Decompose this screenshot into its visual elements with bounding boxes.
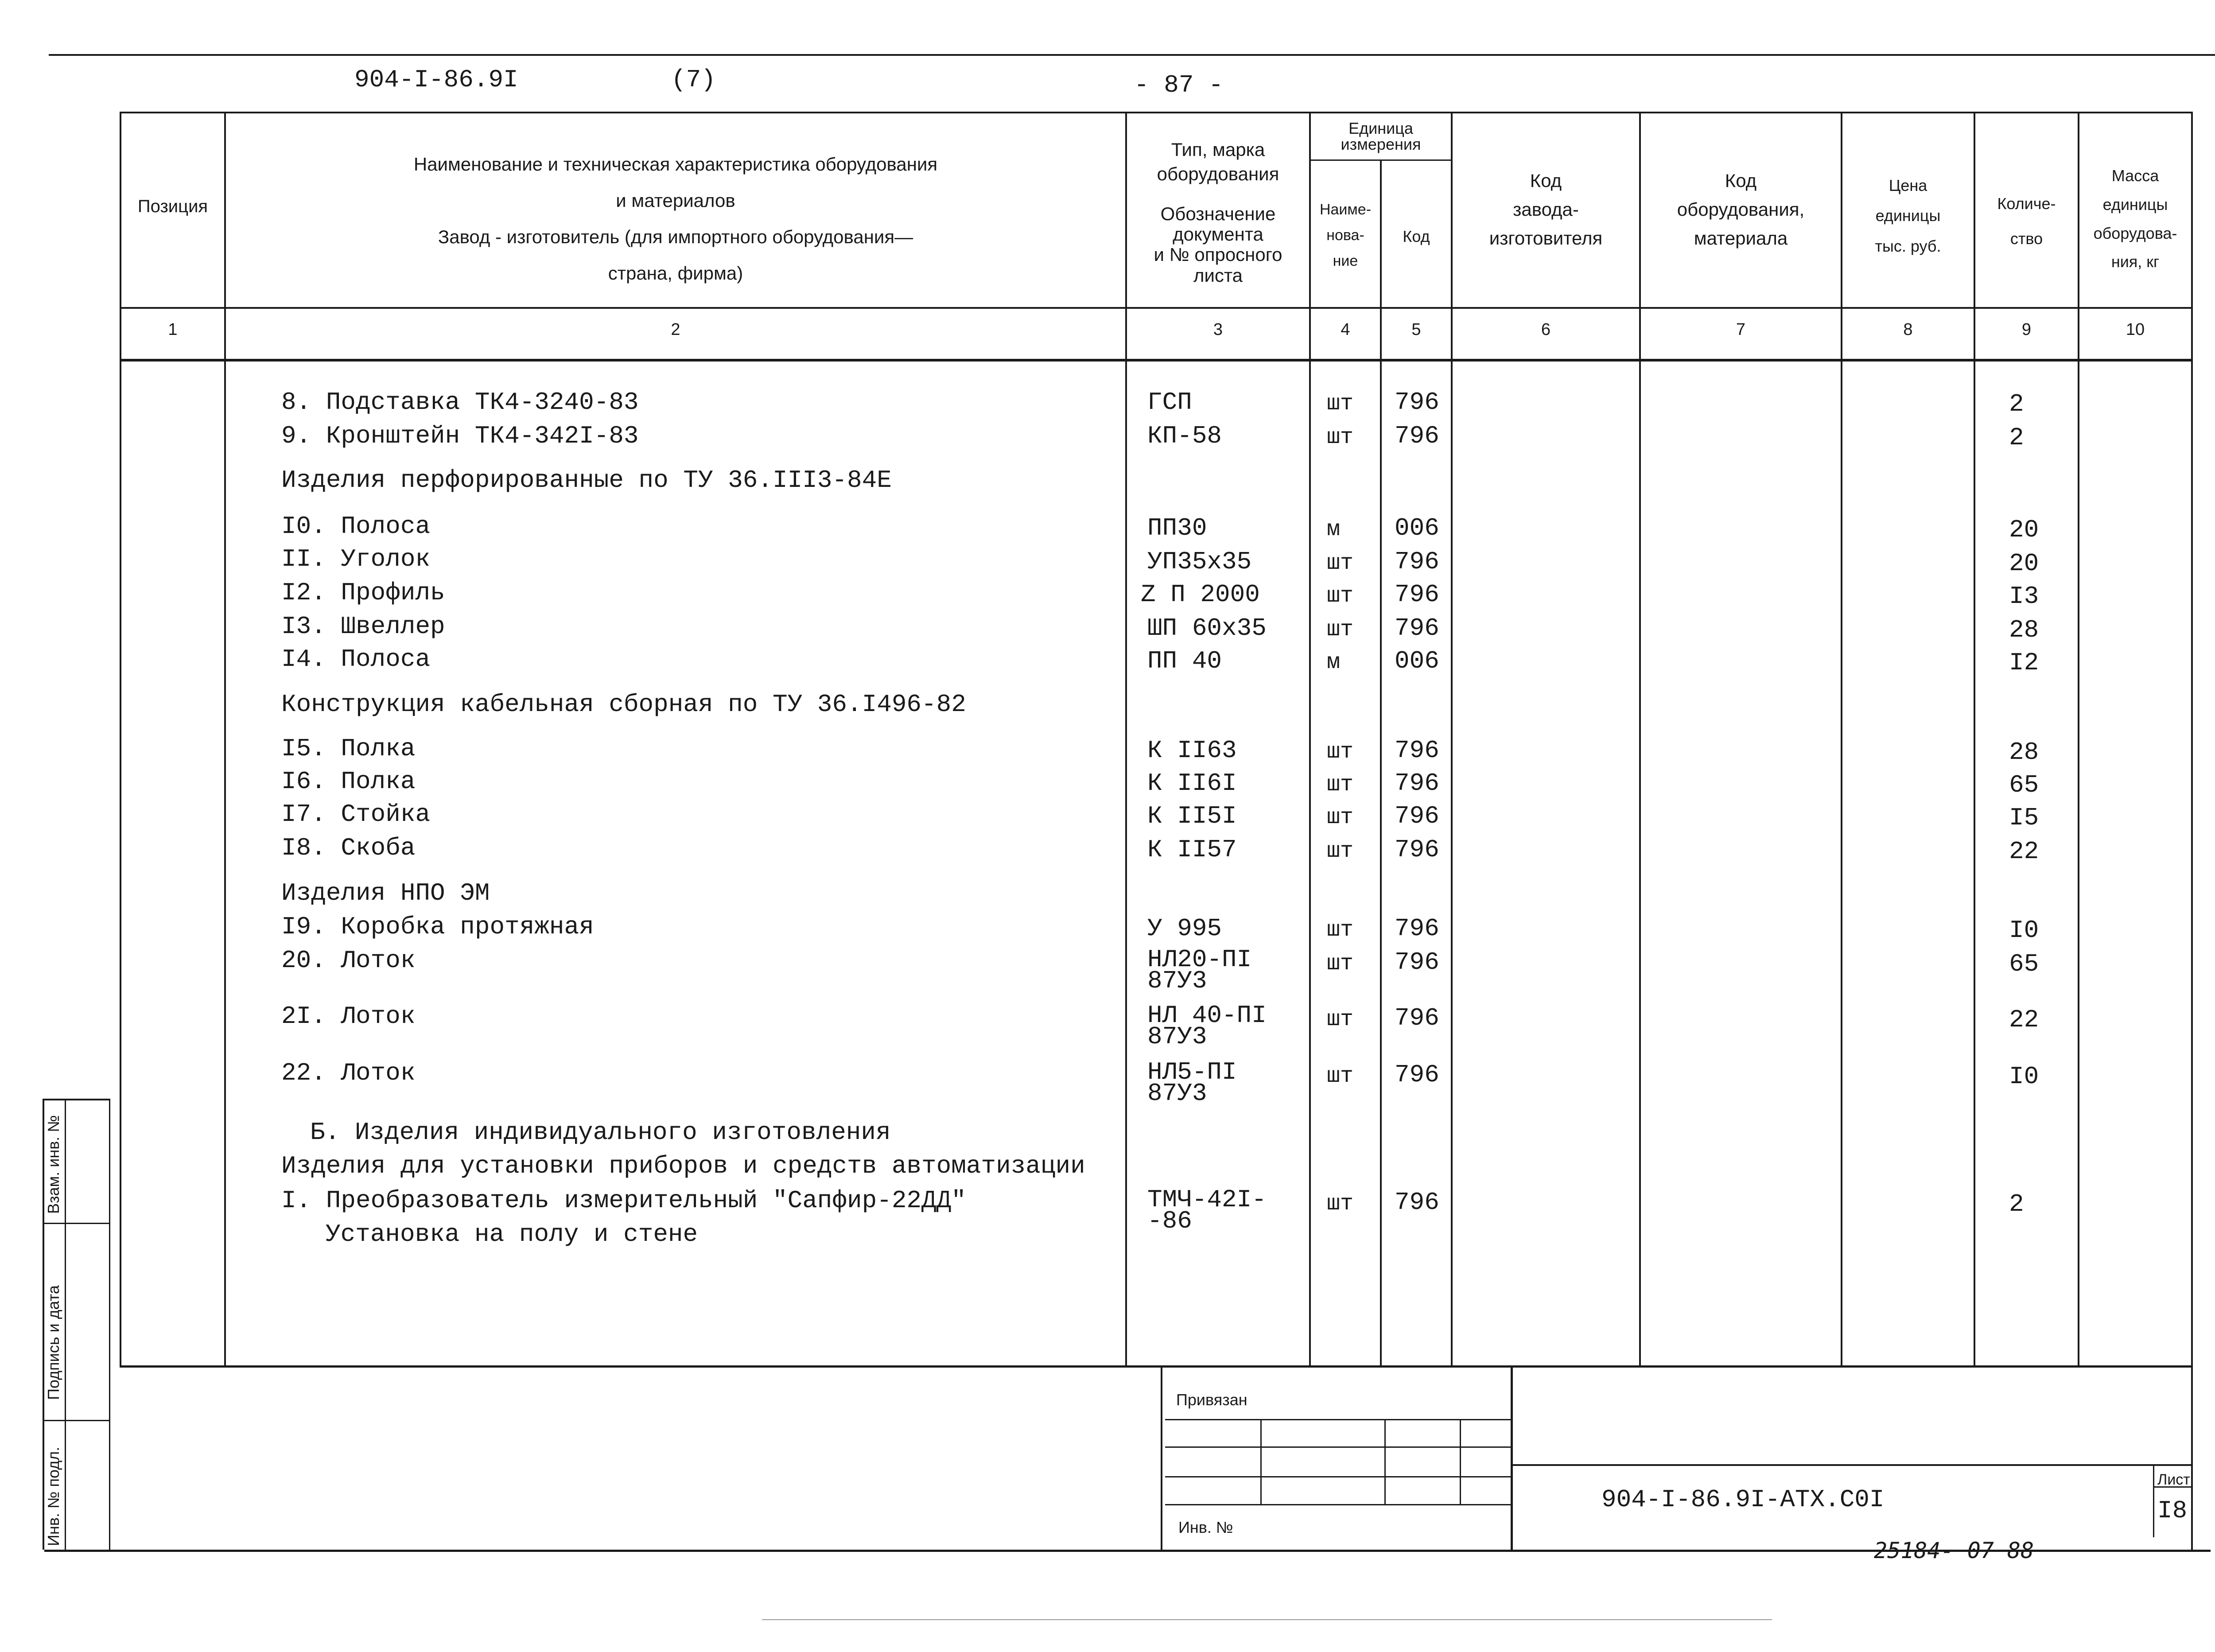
- row-code: 796: [1395, 614, 1439, 642]
- table-body-bottom: [120, 1365, 2193, 1368]
- stamp-div-2: [43, 1420, 109, 1421]
- row-code: 796: [1395, 1061, 1439, 1089]
- doc-code-header: 904-I-86.9I: [354, 66, 518, 94]
- row-unit: шт: [1327, 1064, 1354, 1089]
- row-type: ПП30: [1147, 514, 1207, 542]
- row-code: 796: [1395, 836, 1439, 864]
- row-code: 796: [1395, 388, 1439, 416]
- header-plant-line3: изготовителя: [1489, 228, 1603, 249]
- row-unit: шт: [1327, 391, 1354, 416]
- privyazan-line-4: [1165, 1504, 1511, 1505]
- row-unit: шт: [1327, 425, 1354, 450]
- row-name: I5. Полка: [281, 735, 416, 763]
- row-type-line2: 87У3: [1147, 1022, 1207, 1051]
- row-name: I6. Полка: [281, 767, 416, 796]
- row-code: 796: [1395, 802, 1439, 830]
- col-number-7: 7: [1736, 320, 1746, 339]
- row-type: У 995: [1147, 914, 1222, 943]
- row-name: I0. Полоса: [281, 512, 431, 540]
- row-code: 796: [1395, 769, 1439, 797]
- col-line-4: [1380, 159, 1382, 1365]
- row-qty: 2: [2009, 1190, 2024, 1218]
- row-name: 22. Лоток: [281, 1059, 416, 1087]
- row-unit: шт: [1327, 917, 1354, 943]
- row-code: 796: [1395, 580, 1439, 609]
- row-code: 006: [1395, 647, 1439, 675]
- header-type-line2: оборудования: [1157, 163, 1279, 185]
- sheet-index: (7): [671, 66, 716, 94]
- section-heading: Изделия перфорированные по ТУ 36.III3-84Е: [281, 466, 892, 494]
- row-type: К II57: [1147, 836, 1237, 864]
- row-type: НЛ5-ПI: [1147, 1058, 1237, 1086]
- inv-no-label: Инв. №: [1178, 1518, 1233, 1536]
- header-name-line1: Наименование и техническая характеристика оборудования: [413, 154, 938, 175]
- header-mass-line3: оборудова-: [2093, 224, 2177, 242]
- header-name-block: [226, 146, 1125, 292]
- header-price-line3: тыс. руб.: [1875, 237, 1941, 255]
- row-name: 9. Кронштейн ТК4-342I-83: [281, 422, 639, 450]
- col-number-3: 3: [1213, 320, 1223, 339]
- row-qty: I5: [2009, 804, 2039, 832]
- row-type: ГСП: [1147, 388, 1192, 416]
- top-border-line: [49, 54, 2215, 56]
- row-name: I7. Стойка: [281, 800, 431, 828]
- col-number-8: 8: [1903, 320, 1913, 339]
- row-unit: м: [1327, 517, 1341, 542]
- header-plant-code: [1453, 166, 1639, 253]
- row-qty: 22: [2009, 837, 2039, 866]
- header-unit-code: Код: [1403, 227, 1430, 245]
- row-type: Z П 2000: [1141, 580, 1260, 609]
- row-name: I4. Полоса: [281, 645, 431, 673]
- title-list-vline: [2153, 1464, 2154, 1537]
- row-code: 796: [1395, 1004, 1439, 1032]
- privyazan-line-1: [1165, 1419, 1511, 1420]
- footer-number: 25184- 07 88: [1874, 1538, 2034, 1563]
- row-name: I. Преобразователь измерительный "Сапфир-22ДД": [281, 1186, 966, 1215]
- row-type: НЛ 40-ПI: [1147, 1001, 1267, 1030]
- col-line-3: [1309, 112, 1311, 1365]
- row-qty: I3: [2009, 582, 2039, 610]
- row-name: 20. Лоток: [281, 946, 416, 975]
- header-doc-line3: и № опросного: [1154, 244, 1282, 265]
- col-line-2: [1125, 112, 1127, 1365]
- privyazan-vline-1: [1260, 1419, 1262, 1504]
- header-mass-line4: ния, кг: [2111, 253, 2160, 271]
- row-type: ПП 40: [1147, 647, 1222, 675]
- row-type-line2: 87У3: [1147, 967, 1207, 995]
- row-qty: I0: [2009, 1062, 2039, 1091]
- row-type: К II6I: [1147, 769, 1237, 797]
- col-line-8: [1974, 112, 1975, 1365]
- row-type: ТМЧ-42I-: [1147, 1186, 1267, 1214]
- header-qty-line1: Количе-: [1997, 194, 2056, 213]
- header-qty-line2: ство: [2010, 229, 2043, 248]
- row-type: ШП 60х35: [1147, 614, 1267, 642]
- row-unit: шт: [1327, 839, 1354, 864]
- col-number-6: 6: [1541, 320, 1551, 339]
- col-number-4: 4: [1341, 320, 1350, 339]
- header-type-line1: Тип, марка: [1171, 139, 1265, 160]
- row-qty: 28: [2009, 616, 2039, 644]
- stamp-vzam: Взам. инв. №: [44, 1115, 62, 1214]
- row-qty: I2: [2009, 649, 2039, 677]
- header-type-top: [1127, 137, 1309, 187]
- row-unit: шт: [1327, 805, 1354, 830]
- row-type: УП35х35: [1147, 548, 1252, 576]
- row-name: 2I. Лоток: [281, 1002, 416, 1030]
- header-divider: [120, 307, 2193, 309]
- number-row-divider: [120, 359, 2193, 361]
- row-name: 8. Подставка ТК4-3240-83: [281, 388, 639, 416]
- row-unit: шт: [1327, 617, 1354, 642]
- table-right-border: [2191, 112, 2193, 1551]
- header-name-line2: и материалов: [616, 190, 735, 211]
- row-name: Установка на полу и стене: [326, 1220, 698, 1248]
- row-unit: шт: [1327, 1191, 1354, 1217]
- row-code: 796: [1395, 736, 1439, 765]
- row-type-line2: -86: [1147, 1207, 1192, 1235]
- row-code: 796: [1395, 948, 1439, 976]
- stamp-div-1: [43, 1223, 109, 1224]
- header-mass-line1: Масса: [2111, 167, 2159, 185]
- row-name: II. Уголок: [281, 545, 431, 573]
- header-equip-line3: материала: [1694, 228, 1788, 249]
- col-line-6: [1639, 112, 1641, 1365]
- row-unit: шт: [1327, 1007, 1354, 1032]
- header-price-line2: единицы: [1875, 206, 1941, 225]
- section-heading: Б. Изделия индивидуального изготовления: [310, 1118, 891, 1147]
- privyazan-vline-2: [1384, 1419, 1386, 1504]
- page-number: - 87 -: [1134, 71, 1224, 99]
- header-plant-line1: Код: [1530, 170, 1562, 191]
- header-mass-line2: единицы: [2102, 195, 2168, 214]
- row-qty: 20: [2009, 549, 2039, 578]
- table-left-border: [120, 112, 121, 1365]
- row-qty: 28: [2009, 738, 2039, 766]
- row-qty: 2: [2009, 424, 2024, 452]
- row-unit: шт: [1327, 951, 1354, 976]
- header-price-line1: Цена: [1889, 176, 1927, 194]
- title-mid-divider: [1511, 1368, 1513, 1550]
- row-qty: 2: [2009, 390, 2024, 418]
- row-unit: шт: [1327, 739, 1354, 765]
- col-number-10: 10: [2126, 320, 2145, 339]
- col-line-5: [1451, 112, 1453, 1365]
- stamp-inv-podl: Инв. № подл.: [44, 1446, 62, 1546]
- table-top-border: [120, 112, 2193, 113]
- header-unit-line1: Единица: [1348, 119, 1413, 137]
- header-doc-line1: Обозначение: [1160, 203, 1276, 224]
- privyazan-vline-3: [1460, 1419, 1461, 1504]
- header-doc-designation: [1127, 204, 1309, 286]
- col-line-1: [224, 112, 226, 1365]
- row-type-line2: 87У3: [1147, 1079, 1207, 1108]
- list-number: I8: [2157, 1497, 2188, 1525]
- privyazan-line-3: [1165, 1476, 1511, 1477]
- privyazan-line-2: [1165, 1446, 1511, 1448]
- row-name: I8. Скоба: [281, 834, 416, 862]
- header-unit-name-line2: нова-: [1326, 226, 1364, 244]
- title-doc-code: 904-I-86.9I-АТХ.С0I: [1601, 1485, 1885, 1514]
- section-heading: Изделия НПО ЭМ: [281, 879, 490, 907]
- col-number-9: 9: [2021, 320, 2032, 339]
- col-number-2: 2: [671, 320, 680, 339]
- col-number-5: 5: [1411, 320, 1421, 339]
- header-name-line4: страна, фирма): [608, 263, 743, 284]
- header-equip-line2: оборудования,: [1677, 199, 1805, 220]
- stamp-inner-left: [65, 1099, 66, 1550]
- row-type: К II63: [1147, 736, 1237, 765]
- row-name: I9. Коробка протяжная: [281, 913, 594, 941]
- header-position: Позиция: [137, 197, 208, 216]
- header-unit-group: [1311, 120, 1451, 152]
- header-unit-name-line1: Наиме-: [1319, 201, 1372, 218]
- row-code: 796: [1395, 548, 1439, 576]
- row-qty: 22: [2009, 1006, 2039, 1034]
- list-label: Лист: [2157, 1471, 2190, 1488]
- row-qty: I0: [2009, 916, 2039, 945]
- row-unit: шт: [1327, 551, 1354, 576]
- header-name-line3: Завод - изготовитель (для импортного оборудования—: [438, 226, 913, 247]
- row-code: 796: [1395, 422, 1439, 450]
- row-unit: шт: [1327, 772, 1354, 797]
- row-unit: шт: [1327, 583, 1354, 609]
- header-unit-name: [1311, 197, 1380, 274]
- title-left-divider: [1161, 1368, 1162, 1550]
- header-price: [1842, 171, 1974, 261]
- header-unit-line2: измерения: [1341, 135, 1421, 153]
- header-unit-name-line3: ние: [1333, 252, 1358, 269]
- row-code: 796: [1395, 914, 1439, 943]
- row-unit: м: [1327, 650, 1341, 675]
- row-name: I3. Швеллер: [281, 612, 445, 641]
- row-qty: 65: [2009, 771, 2039, 799]
- stamp-top: [43, 1099, 109, 1100]
- col-line-9: [2078, 112, 2079, 1365]
- row-type: КП-58: [1147, 422, 1222, 450]
- col-number-1: 1: [168, 320, 178, 339]
- header-mass: [2079, 162, 2191, 276]
- col-line-7: [1841, 112, 1842, 1365]
- header-plant-line2: завода-: [1513, 199, 1579, 220]
- header-doc-line2: документа: [1173, 224, 1263, 245]
- row-name: I2. Профиль: [281, 579, 445, 607]
- header-equipment-code: [1641, 166, 1841, 253]
- title-doc-line: [1513, 1464, 2191, 1466]
- row-type: К II5I: [1147, 802, 1237, 830]
- row-qty: 20: [2009, 516, 2039, 544]
- row-code: 006: [1395, 514, 1439, 542]
- section-heading: Конструкция кабельная сборная по ТУ 36.I496-82: [281, 690, 966, 719]
- row-code: 796: [1395, 1188, 1439, 1217]
- stamp-podpis: Подпись и дата: [44, 1285, 62, 1400]
- header-doc-line4: листа: [1193, 264, 1243, 286]
- stamp-right: [109, 1099, 110, 1550]
- footer-faint-line: [762, 1619, 1772, 1620]
- section-heading: Изделия для установки приборов и средств автоматизации: [281, 1152, 1085, 1180]
- row-qty: 65: [2009, 950, 2039, 978]
- row-type: НЛ20-ПI: [1147, 945, 1252, 974]
- header-quantity: [1975, 186, 2078, 256]
- header-equip-line1: Код: [1725, 170, 1757, 191]
- privyazan-label: Привязан: [1176, 1391, 1247, 1409]
